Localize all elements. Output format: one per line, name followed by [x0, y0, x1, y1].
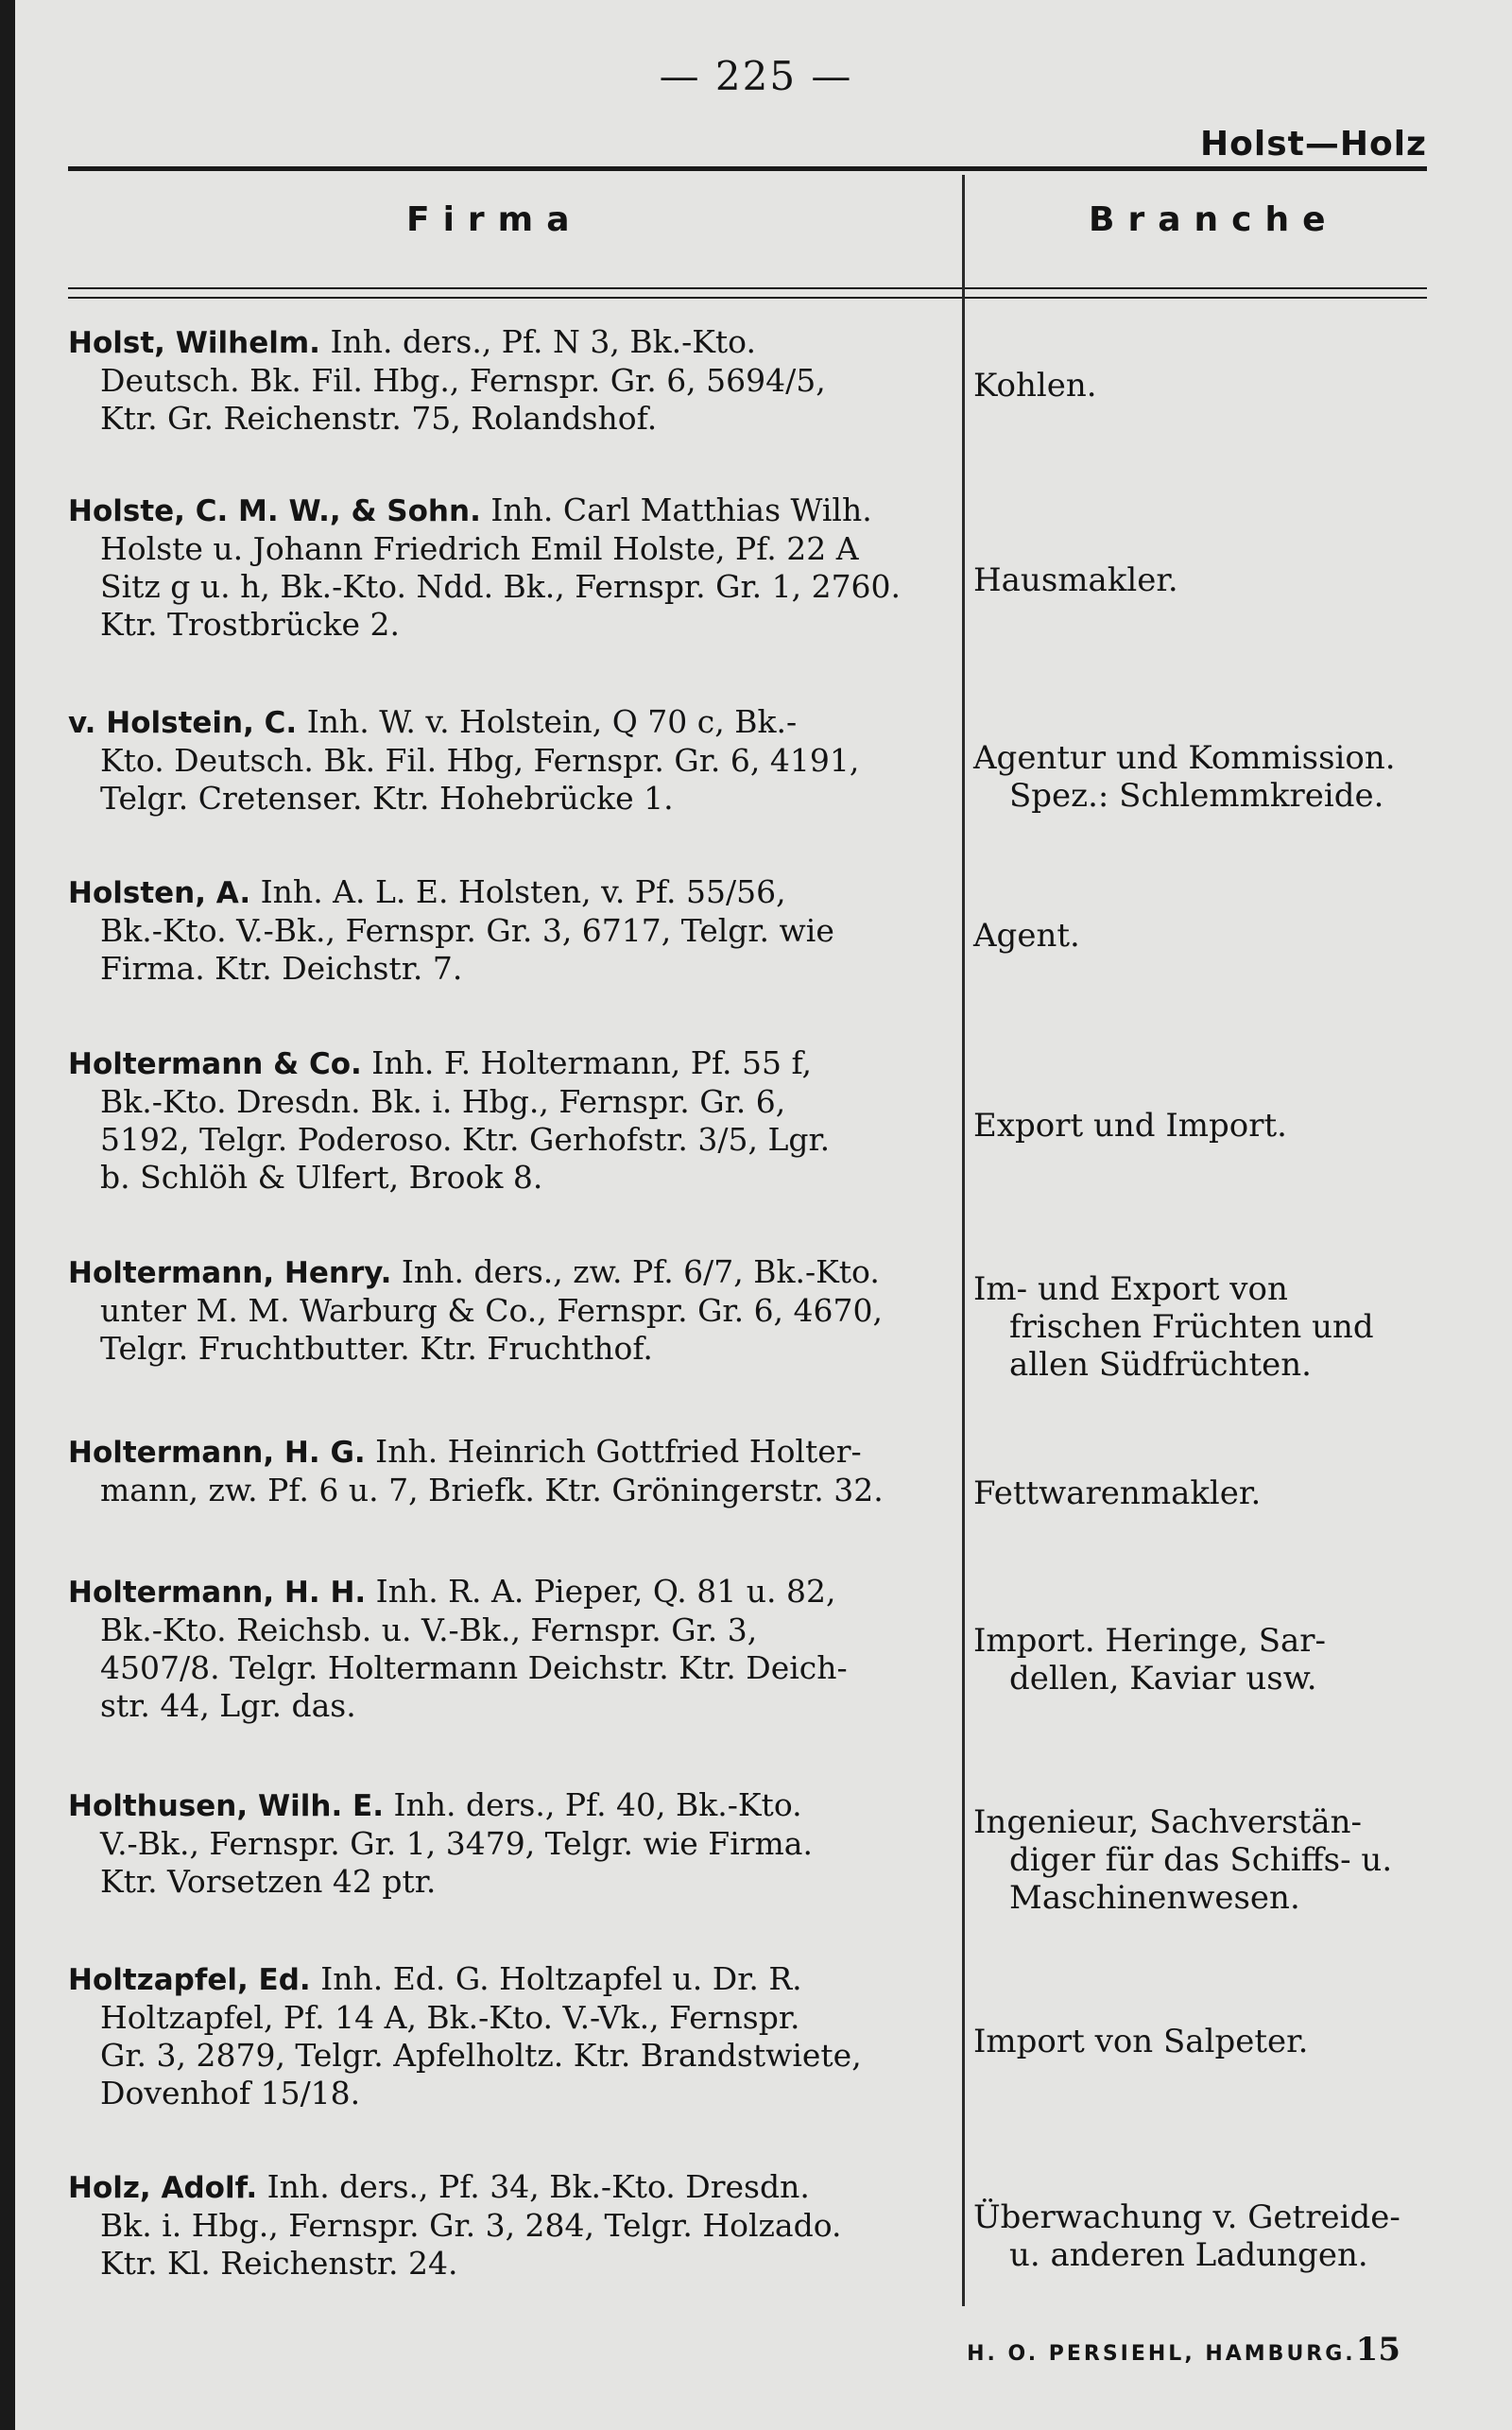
firm-name: Holz, Adolf.: [68, 2171, 258, 2205]
branche-text: [973, 2198, 1429, 2274]
branche-line: Hausmakler.: [973, 561, 1178, 599]
branche-line: Agent.: [973, 917, 1080, 955]
column-header-firma: Firma: [406, 200, 583, 239]
firma-line: [68, 950, 953, 988]
branche-line: Überwachung v. Getreide-: [973, 2198, 1400, 2236]
branche-line: Agentur und Kommission.: [973, 739, 1396, 777]
firma-line: [68, 1472, 953, 1509]
page-number: — 225 —: [659, 53, 853, 99]
firma-line-text: Inh. Carl Matthias Wilh.: [480, 491, 872, 528]
firma-line-text: Ktr. Gr. Reichenstr. 75, Rolandshof.: [100, 400, 658, 437]
firma-line-text: Bk.-Kto. V.-Bk., Fernspr. Gr. 3, 6717, Telgr. wie: [100, 912, 834, 949]
firma-text: [68, 873, 953, 988]
firm-name: Holtermann, H. H.: [68, 1576, 367, 1610]
firma-text: [68, 491, 953, 644]
branche-text: [973, 367, 1429, 405]
branche-text: [973, 1107, 1429, 1145]
firma-text: [68, 1253, 953, 1368]
firma-line: [68, 1121, 953, 1159]
firma-line: [68, 742, 953, 780]
firma-line: [68, 2075, 953, 2112]
firma-line: [68, 568, 953, 606]
firma-line-text: Inh. ders., zw. Pf. 6/7, Bk.-Kto.: [391, 1253, 880, 1290]
branche-text: [973, 917, 1429, 955]
branche-text: [973, 561, 1429, 599]
firma-line-text: 4507/8. Telgr. Holtermann Deichstr. Ktr. Deich-: [100, 1649, 848, 1686]
branche-line: allen Südfrüchten.: [1009, 1346, 1312, 1384]
firma-line: [68, 400, 953, 438]
firma-line: [68, 1292, 953, 1330]
firm-name: v. Holstein, C.: [68, 706, 298, 740]
firma-line-text: Inh. W. v. Holstein, Q 70 c, Bk.-: [297, 703, 798, 740]
firma-line: [68, 1649, 953, 1687]
firm-name: Holtzapfel, Ed.: [68, 1963, 311, 1997]
firma-text: [68, 1433, 953, 1509]
firma-line-text: Firma. Ktr. Deichstr. 7.: [100, 950, 463, 987]
firma-line-text: mann, zw. Pf. 6 u. 7, Briefk. Ktr. Gröningerstr. 32.: [100, 1472, 884, 1508]
branche-text: [973, 1270, 1429, 1384]
firma-line: [68, 1825, 953, 1863]
branche-line: diger für das Schiffs- u.: [1009, 1841, 1393, 1879]
firm-name: Holsten, A.: [68, 876, 251, 910]
firma-line-text: Kto. Deutsch. Bk. Fil. Hbg, Fernspr. Gr. 6, 4191,: [100, 742, 860, 779]
branche-line: Import von Salpeter.: [973, 2023, 1309, 2060]
firma-line-text: Telgr. Fruchtbutter. Ktr. Fruchthof.: [100, 1330, 653, 1367]
branche-text: [973, 2023, 1429, 2060]
branche-text: [973, 1474, 1429, 1512]
firm-name: Holste, C. M. W., & Sohn.: [68, 494, 481, 528]
firma-line-text: Sitz g u. h, Bk.-Kto. Ndd. Bk., Fernspr. Gr. 1, 2760.: [100, 568, 902, 605]
firma-line-text: str. 44, Lgr. das.: [100, 1687, 356, 1724]
firma-line: [68, 780, 953, 818]
firma-line: [68, 703, 953, 742]
firma-text: [68, 1786, 953, 1901]
branche-line: Maschinenwesen.: [1009, 1879, 1300, 1917]
branche-line: Export und Import.: [973, 1107, 1287, 1145]
firma-line-text: Ktr. Kl. Reichenstr. 24.: [100, 2245, 458, 2282]
firma-line: [68, 362, 953, 400]
firma-line: [68, 1573, 953, 1611]
branche-line: Fettwarenmakler.: [973, 1474, 1262, 1512]
firma-line: [68, 1786, 953, 1825]
firm-name: Holthusen, Wilh. E.: [68, 1789, 384, 1823]
firma-line: [68, 491, 953, 530]
firma-line-text: b. Schlöh & Ulfert, Brook 8.: [100, 1159, 543, 1196]
column-header-rule-lower: [68, 297, 1427, 299]
sheet-number: 15: [1355, 2331, 1400, 2369]
firma-line-text: Bk.-Kto. Reichsb. u. V.-Bk., Fernspr. Gr. 3,: [100, 1611, 758, 1648]
firm-name: Holtermann & Co.: [68, 1047, 362, 1081]
firma-line-text: Dovenhof 15/18.: [100, 2075, 361, 2111]
firm-name: Holst, Wilhelm.: [68, 326, 320, 360]
firma-line: [68, 1330, 953, 1368]
firma-line: [68, 2037, 953, 2075]
firma-line: [68, 2168, 953, 2207]
firma-line-text: Ktr. Vorsetzen 42 ptr.: [100, 1863, 437, 1900]
branche-line: Kohlen.: [973, 367, 1097, 405]
branche-line: frischen Früchten und: [1009, 1308, 1374, 1346]
firma-line: [68, 1083, 953, 1121]
firma-line-text: Inh. R. A. Pieper, Q. 81 u. 82,: [366, 1573, 836, 1610]
firma-line: [68, 530, 953, 568]
firma-line-text: Ktr. Trostbrücke 2.: [100, 606, 401, 643]
firma-line: [68, 1999, 953, 2037]
firma-text: [68, 1573, 953, 1725]
firma-line-text: 5192, Telgr. Poderoso. Ktr. Gerhofstr. 3/5, Lgr.: [100, 1121, 831, 1158]
column-header-branche: Branche: [1089, 200, 1339, 239]
firma-line: [68, 1687, 953, 1725]
branche-line: dellen, Kaviar usw.: [1009, 1660, 1317, 1698]
firma-line-text: Gr. 3, 2879, Telgr. Apfelholtz. Ktr. Brandstwiete,: [100, 2037, 862, 2074]
branche-line: Im- und Export von: [973, 1270, 1288, 1308]
firm-name: Holtermann, H. G.: [68, 1436, 366, 1470]
firma-line: [68, 873, 953, 912]
firma-line: [68, 1044, 953, 1083]
firma-line-text: Holtzapfel, Pf. 14 A, Bk.-Kto. V.-Vk., Fernspr.: [100, 1999, 800, 2036]
firma-line: [68, 606, 953, 644]
printer-name: H. O. PERSIEHL, HAMBURG.: [967, 2342, 1356, 2366]
header-name-range: Holst—Holz: [1200, 125, 1427, 164]
printer-imprint: [967, 2331, 1400, 2369]
firma-text: [68, 1960, 953, 2112]
branche-text: [973, 1622, 1429, 1698]
column-header-rule-upper: [68, 287, 1427, 289]
firma-text: [68, 323, 953, 438]
firma-line-text: Inh. ders., Pf. 34, Bk.-Kto. Dresdn.: [257, 2168, 810, 2205]
branche-line: Ingenieur, Sachverstän-: [973, 1803, 1362, 1841]
firma-line-text: Telgr. Cretenser. Ktr. Hohebrücke 1.: [100, 780, 674, 817]
firma-line-text: Inh. F. Holtermann, Pf. 55 f,: [361, 1044, 813, 1081]
firma-line: [68, 1863, 953, 1901]
firma-line: [68, 2207, 953, 2245]
firma-text: [68, 703, 953, 818]
firma-line-text: Inh. Heinrich Gottfried Holter-: [365, 1433, 862, 1470]
firma-line: [68, 323, 953, 362]
firma-line: [68, 1433, 953, 1472]
firma-line-text: Inh. Ed. G. Holtzapfel u. Dr. R.: [310, 1960, 802, 1997]
firma-line-text: Bk. i. Hbg., Fernspr. Gr. 3, 284, Telgr. Holzado.: [100, 2207, 842, 2244]
firma-text: [68, 1044, 953, 1197]
header-rule: [68, 166, 1427, 171]
firma-line-text: Inh. A. L. E. Holsten, v. Pf. 55/56,: [250, 873, 786, 910]
branche-text: [973, 739, 1429, 815]
firma-line: [68, 1253, 953, 1292]
branche-text: [973, 1803, 1429, 1917]
firma-line-text: unter M. M. Warburg & Co., Fernspr. Gr. 6, 4670,: [100, 1292, 884, 1329]
column-divider: [962, 175, 965, 2306]
firma-line: [68, 1159, 953, 1197]
branche-line: u. anderen Ladungen.: [1009, 2236, 1368, 2274]
firma-line: [68, 1611, 953, 1649]
firma-line-text: Bk.-Kto. Dresdn. Bk. i. Hbg., Fernspr. Gr. 6,: [100, 1083, 786, 1120]
book-spine-shadow: [0, 0, 15, 2430]
firma-line-text: Deutsch. Bk. Fil. Hbg., Fernspr. Gr. 6, 5694/5,: [100, 362, 826, 399]
firm-name: Holtermann, Henry.: [68, 1256, 392, 1290]
firma-text: [68, 2168, 953, 2283]
branche-line: Spez.: Schlemmkreide.: [1009, 777, 1384, 815]
firma-line-text: V.-Bk., Fernspr. Gr. 1, 3479, Telgr. wie Firma.: [100, 1825, 813, 1862]
firma-line: [68, 2245, 953, 2283]
branche-line: Import. Heringe, Sar-: [973, 1622, 1327, 1660]
firma-line: [68, 1960, 953, 1999]
firma-line-text: Inh. ders., Pf. N 3, Bk.-Kto.: [319, 323, 756, 360]
firma-line-text: Inh. ders., Pf. 40, Bk.-Kto.: [383, 1786, 802, 1823]
firma-line: [68, 912, 953, 950]
firma-line-text: Holste u. Johann Friedrich Emil Holste, Pf. 22 A: [100, 530, 859, 567]
